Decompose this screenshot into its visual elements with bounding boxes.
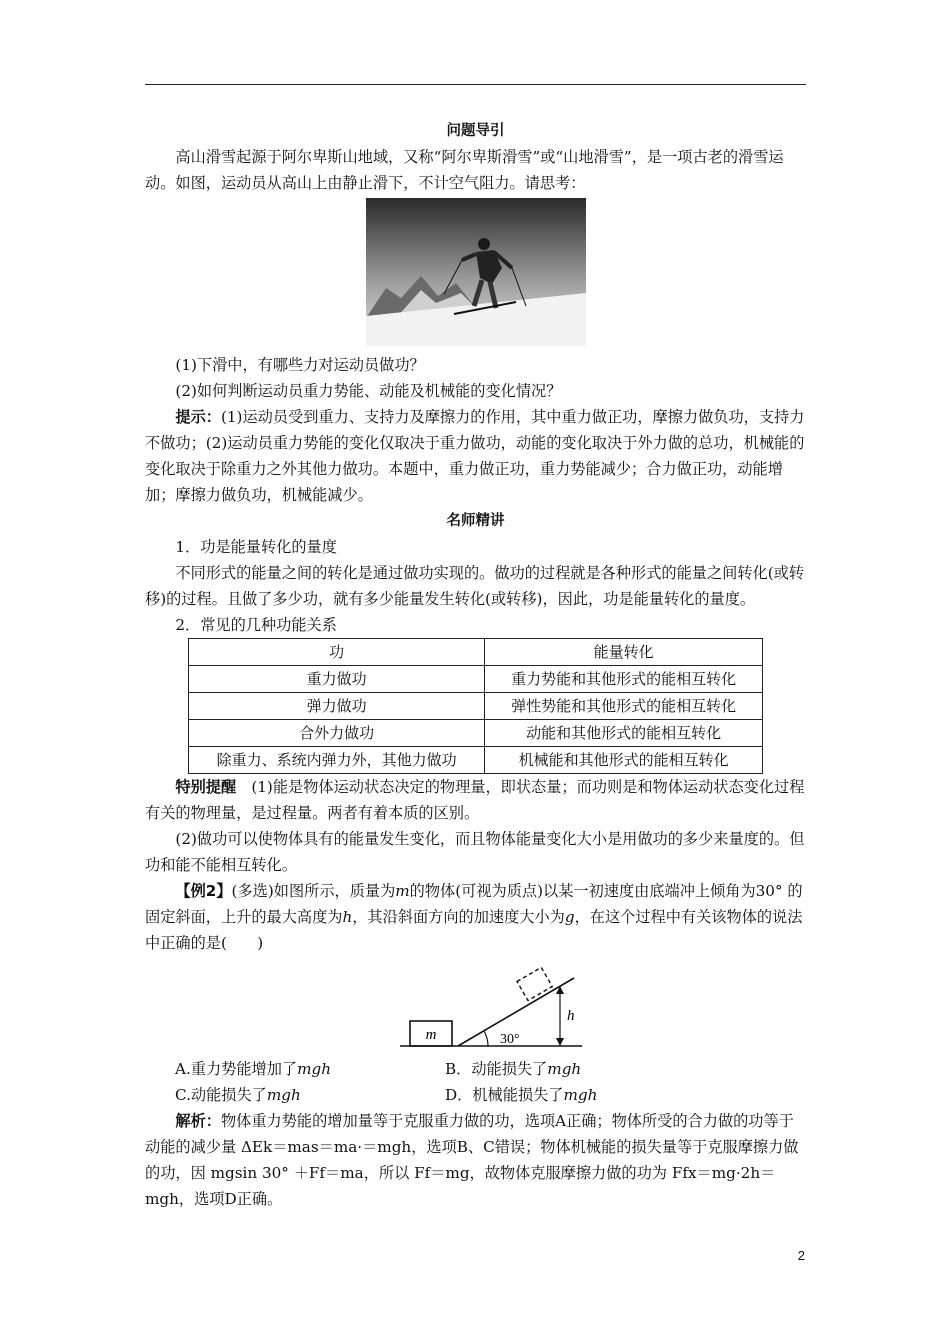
incline-diagram	[400, 962, 590, 1054]
table-cell: 重力势能和其他形式的能相互转化	[485, 666, 763, 693]
example-tag: (多选)	[231, 882, 274, 900]
table-header-cell: 能量转化	[485, 639, 763, 666]
block-top-dashed	[517, 967, 552, 1000]
option-a-text: A.重力势能增加了	[175, 1060, 298, 1078]
option-b-value: mgh	[547, 1060, 582, 1078]
page-number: 2	[797, 1248, 805, 1263]
section-title-guide: 问题导引	[446, 123, 505, 139]
option-b-text: B．动能损失了	[445, 1060, 548, 1078]
var-h: h	[342, 908, 353, 926]
option-d[interactable]	[445, 1082, 597, 1108]
example-text: ，其沿斜面方向的加速度大小为	[352, 908, 565, 926]
option-c-value: mgh	[266, 1086, 301, 1104]
question-2: (2)如何判断运动员重力势能、动能及机械能的变化情况？	[175, 382, 562, 400]
option-b[interactable]	[445, 1056, 581, 1082]
section-title-lecture: 名师精讲	[446, 513, 505, 529]
var-m: m	[395, 882, 410, 900]
table-header-row	[189, 639, 763, 666]
option-c[interactable]	[175, 1082, 445, 1108]
table-row	[189, 720, 763, 747]
note-paragraph-1	[145, 774, 806, 826]
page-content	[145, 118, 806, 1212]
question-1: (1)下滑中，有哪些力对运动员做功？	[175, 356, 425, 374]
intro-paragraph: 高山滑雪起源于阿尔卑斯山地域，又称“阿尔卑斯滑雪”或“山地滑雪”，是一项古老的滑雪运动。如图，运动员从高山上由静止滑下，不计空气阻力。请思考：	[145, 148, 784, 192]
table-cell: 重力做功	[189, 666, 485, 693]
option-d-text: D．机械能损失了	[445, 1086, 564, 1104]
table-cell: 机械能和其他形式的能相互转化	[485, 747, 763, 774]
options-row-1	[145, 1056, 806, 1082]
var-g: g	[564, 908, 575, 926]
table-cell: 弹性势能和其他形式的能相互转化	[485, 693, 763, 720]
example-text: ，在这个过程中有关该物体的说法中正确的是( )	[145, 908, 803, 952]
work-energy-table	[188, 638, 763, 774]
note-paragraph-2: (2)做功可以使物体具有的能量发生变化，而且物体能量变化大小是用做功的多少来量度的。但功和能不能相互转化。	[145, 830, 805, 874]
header-rule	[145, 84, 806, 85]
option-a-value: mgh	[297, 1060, 332, 1078]
option-d-value: mgh	[563, 1086, 598, 1104]
table-cell: 弹力做功	[189, 693, 485, 720]
option-c-text: C.动能损失了	[175, 1086, 267, 1104]
example-label: 【例2】	[175, 882, 232, 900]
solution-paragraph	[145, 1108, 806, 1212]
table-cell: 除重力、系统内弹力外，其他力做功	[189, 747, 485, 774]
hint-paragraph	[145, 404, 806, 508]
option-a[interactable]	[175, 1056, 445, 1082]
example-text: 的物体(可视为质点)以某一初速度由底端冲上倾角为30° 的固定斜面，上升的最大高度为	[145, 882, 803, 926]
table-row	[189, 693, 763, 720]
angle-label: 30°	[500, 1032, 520, 1047]
example-text: 如图所示，质量为	[273, 882, 396, 900]
options-row-2	[145, 1082, 806, 1108]
point-1-body: 不同形式的能量之间的转化是通过做功实现的。做功的过程就是各种形式的能量之间转化(或转移)的过程。且做了多少功，就有多少能量发生转化(或转移)，因此，功是能量转化的量度。	[145, 564, 805, 608]
block-label: m	[425, 1027, 437, 1043]
note-1-text: (1)能是物体运动状态决定的物理量，即状态量；而功则是和物体运动状态变化过程有关的物理量，是过程量。两者有着本质的区别。	[145, 778, 805, 822]
point-1-heading: 1．功是能量转化的量度	[175, 538, 337, 556]
hint-label: 提示：	[175, 408, 221, 426]
table-cell: 合外力做功	[189, 720, 485, 747]
solution-label: 解析：	[175, 1112, 221, 1130]
table-header-cell: 功	[189, 639, 485, 666]
table-row	[189, 666, 763, 693]
point-2-heading: 2．常见的几种功能关系	[175, 616, 337, 634]
skier-photo	[366, 198, 586, 346]
height-label: h	[567, 1008, 575, 1024]
solution-text: 物体重力势能的增加量等于克服重力做的功，选项A正确；物体所受的合力做的功等于动能的减少量 ΔEk＝mas＝ma·＝mgh，选项B、C错误；物体机械能的损失量等于克服摩擦力做的功，因 mgsin 30° ＋Ff＝ma，所以 Ff＝mg，故物体克服摩擦力做的功为 Ffx＝mg·2h＝mgh，选项D正确。	[145, 1112, 799, 1208]
table-row	[189, 747, 763, 774]
hint-text: (1)运动员受到重力、支持力及摩擦力的作用，其中重力做正功，摩擦力做负功，支持力不做功；(2)运动员重力势能的变化仅取决于重力做功，动能的变化取决于外力做的总功，机械能的变化取决于除重力之外其他力做功。本题中，重力做正功，重力势能减少；合力做正功，动能增加；摩擦力做负功，机械能减少。	[145, 408, 805, 504]
angle-arc	[484, 1031, 488, 1046]
note-label: 特别提醒	[175, 778, 237, 796]
table-cell: 动能和其他形式的能相互转化	[485, 720, 763, 747]
example-question	[145, 878, 806, 956]
